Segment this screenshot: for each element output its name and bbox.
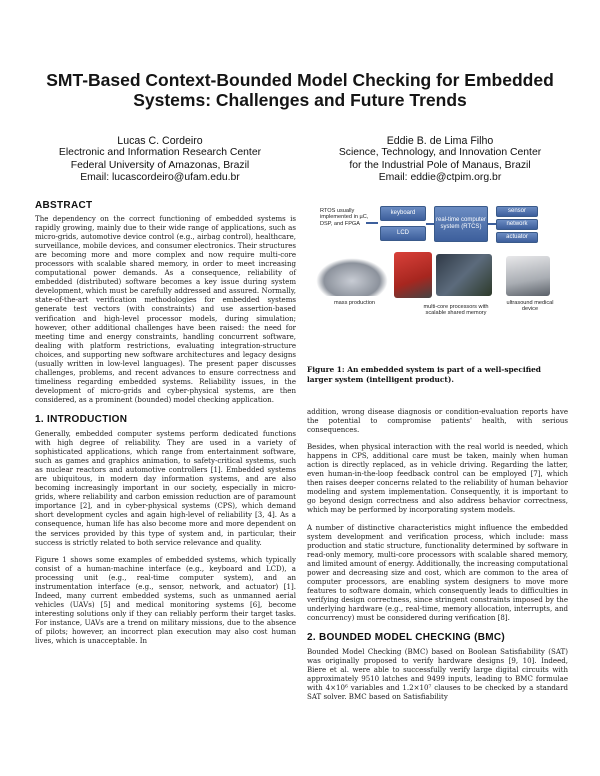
author-email[interactable]: Email: lucascordeiro@ufam.edu.br — [80, 172, 240, 184]
bmc-heading: 2. BOUNDED MODEL CHECKING (BMC) — [307, 632, 506, 644]
figure-embedded-system — [316, 200, 566, 380]
intro-paragraph: Figure 1 shows some examples of embedded systems, which typically consist of a human-machine interface (e.g., keyboard and LCD), a processing unit (e.g., real-time computer system), and an instrumentation interface (e.g., sensor, network, and actuator) [1]. Indeed, many current embedded systems, such as unmanned aerial vehicles (UAVs) [5] and medical monitoring systems [6], become interesting solutions only if they can reliably perform their target tasks. For instance, UAVs are a trend on military missions, due to the absence of pilots; however, an incorrect plan execution may also cost human lives, which is unacceptable. In — [35, 554, 296, 646]
body-paragraph: A number of distinctive characteristics might influence the embedded system development and verification process, which include: mass production and static structure, functionality determined by software in read-only memory, multi-core processors with scalable shared memory, and limited amount of energy. Additionally, the increasing computational power and decreasing size and cost, which are common to the area of computer processors, are enabling system designers to move more features to software domain, which consequently leads to difficulties in verifying design correctness, since stringent constraints imposed by the underlying hardware (e.g., real-time, memory allocation, interrupts, and concurrency) must be considered during verification [8]. — [307, 522, 568, 622]
processor-image — [436, 254, 492, 296]
lcd-box: LCD — [380, 226, 426, 241]
mass-production-label: mass production — [334, 300, 376, 306]
author-affiliation: Electronic and Information Research Center — [58, 147, 262, 159]
left-column — [35, 200, 296, 645]
sensor-box: sensor — [496, 206, 538, 217]
author-block-2 — [300, 135, 580, 185]
author-affiliation: Federal University of Amazonas, Brazil — [70, 159, 250, 171]
ultrasound-image — [506, 256, 550, 296]
author-name: Lucas C. Cordeiro — [117, 135, 203, 147]
title-line-2: Systems: Challenges and Future Trends — [133, 90, 467, 110]
body-paragraph: Besides, when physical interaction with the real world is needed, which happens in CPS, additional care must be taken, mainly when human action is directly replaced, as in vehicle driving. Regarding the latter, even human-in-the-loop feedback control can be employed [7], which then raises deeper concerns related to the reliability of human behavior modeling and system implementation. Consequently, it is important to go beyond design correctness and also address behavior correctness, which may be performed by incorporating system models. — [307, 442, 568, 515]
body-paragraph: addition, wrong disease diagnosis or condition-evaluation reports have the potential to compromise patients' health, with serious consequences. — [307, 407, 568, 435]
title-line-1: SMT-Based Context-Bounded Model Checking for Embedded — [46, 70, 554, 90]
right-column — [307, 407, 568, 701]
actuator-box: actuator — [496, 232, 538, 243]
author-affiliation: Science, Technology, and Innovation Center — [338, 147, 542, 159]
figure-caption: Figure 1: An embedded system is part of a well-specified larger system (intelligent product). — [307, 365, 541, 384]
author-name: Eddie B. de Lima Filho — [386, 135, 494, 147]
arrow — [488, 223, 496, 225]
ultrasound-label: ultrasound medical device — [506, 300, 554, 313]
abstract-text: The dependency on the correct functioning of embedded systems is rapidly growing, mainly due to their wide range of applications, such as micro-grids, automotive device control (e.g., airbag control), healthcare, surveillance, mobile devices, and consumer electronics. Their structures are becoming more and more complex and now require multi-core processors with scalable shared memory, in order to meet increasing computational power demands. As a consequence, reliability of embedded (distributed) software becomes a key issue during system development, which must be carefully addressed and assured. Normally, state-of-the-art verification methodologies for embedded systems generate test vectors (with constraints) and use assertion-based verification and high-level processor models, during simulation; however, other additional challenges have been raised: the need for meeting time and energy constraints, handling concurrent software, dealing with platform restrictions, evaluating integration-structure choices, and supporting new software architectures and legacy designs (usually written in low-level languages). The present paper discusses challenges, problems, and recent advances to ensure correctness and timeliness regarding embedded systems. Reliability issues, in the development of micro-grids and cyber-physical systems, are then considered, as a prominent (bounded) model checking application. — [35, 214, 296, 404]
rtos-label: RTOS usually implemented in µC, DSP, and FPGA — [320, 208, 369, 227]
arrow — [366, 222, 378, 224]
multicore-label: multi-core processors with scalable shared memory — [423, 304, 489, 317]
author-block-1 — [20, 135, 300, 185]
intro-paragraph: Generally, embedded computer systems perform dedicated functions with high degree of reliability. They are used in a variety of sophisticated applications, which range from entertainment software, such as games and graphics animation, to safety-critical systems, such as nuclear reactors and automotive controllers [1]. Embedded systems are ubiquitous, in modern day information systems, and are also becoming increasingly important in our society, especially in micro-grids, where reliability and carbon emission reduction are of paramount importance [2], and in cyber-physical systems (CPS), which demand short development cycles and again high-level of reliability [3, 4]. As a consequence, human life has also become more and more dependent on the services provided by this type of system and, in particular, their success is strictly related to both service relevance and quality. — [35, 428, 296, 547]
keyboard-box: keyboard — [380, 206, 426, 221]
introduction-heading: 1. INTRODUCTION — [35, 413, 128, 425]
device-image — [394, 252, 432, 298]
author-affiliation: for the Industrial Pole of Manaus, Brazil — [349, 159, 531, 171]
car-image — [316, 258, 388, 296]
rtcs-box: real-time computer system (RTCS) — [434, 206, 488, 242]
abstract-heading: ABSTRACT — [35, 200, 93, 211]
author-email[interactable]: Email: eddie@ctpim.org.br — [378, 172, 502, 184]
arrow — [426, 223, 434, 225]
bmc-paragraph: Bounded Model Checking (BMC) based on Boolean Satisfiability (SAT) was originally proposed to verify hardware designs [9, 10]. Indeed, Biere et al. were able to successfully verify large digital circuits with approximately 9510 latches and 9499 inputs, leading to BMC formulae with 4×10⁶ variables and 1.2×10⁷ clauses to be checked by a standard SAT solver. BMC based on Satisfiability — [307, 647, 568, 702]
paper-title — [20, 70, 580, 110]
network-box: network — [496, 219, 538, 230]
